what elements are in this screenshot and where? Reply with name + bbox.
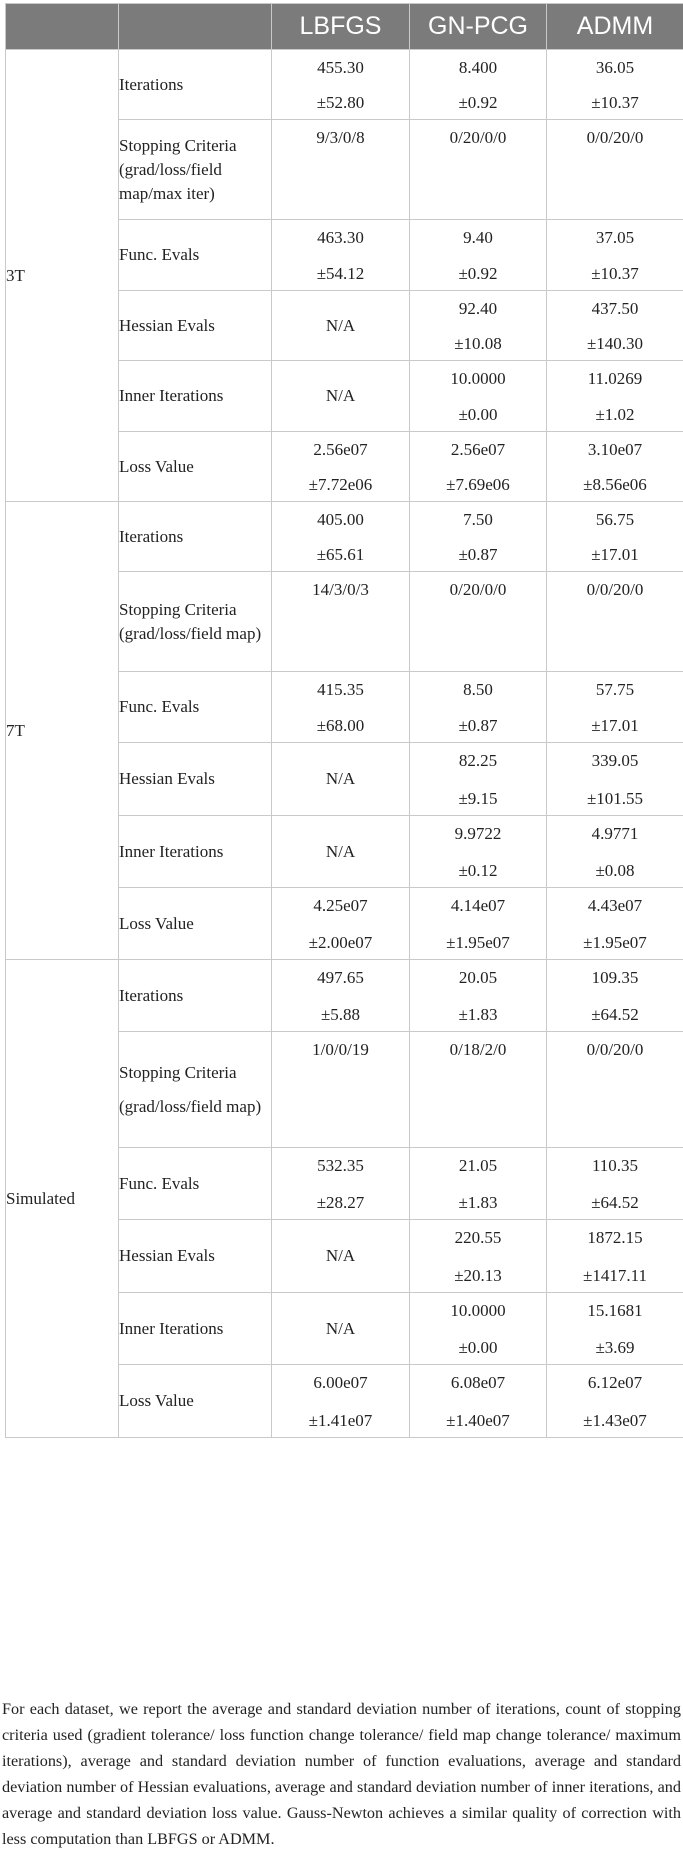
value-cell: [547, 502, 683, 572]
value-mean: 36.05: [595, 58, 635, 77]
metric-label: [119, 888, 272, 960]
value-cell: [547, 572, 683, 672]
value-mean: 7.50: [463, 510, 493, 529]
metric-label: [119, 50, 272, 120]
header-method-admm: ADMM: [547, 4, 683, 50]
value-mean: 220.55: [454, 1228, 502, 1247]
value-single: N/A: [325, 386, 356, 405]
value-single: N/A: [325, 1246, 356, 1265]
header-blank-dataset: [6, 4, 119, 50]
value-cell: [410, 502, 547, 572]
dataset-label: 3T: [6, 50, 119, 502]
results-table: [5, 3, 683, 1438]
metric-text: Hessian Evals: [119, 315, 215, 335]
metric-text: Func. Evals: [119, 245, 200, 264]
value-std: ±65.61: [316, 545, 365, 564]
value-cell: [272, 220, 410, 291]
value-mean: 11.0269: [587, 369, 643, 388]
metric-text: Func. Evals: [119, 697, 200, 716]
value-std: ±9.15: [458, 789, 498, 808]
value-mean: 2.56e07: [450, 440, 506, 459]
value-cell: [272, 1293, 410, 1365]
metric-label: [119, 960, 272, 1032]
value-std: ±1417.11: [583, 1266, 647, 1285]
metric-text: Hessian Evals: [119, 1246, 215, 1265]
value-mean: 110.35: [591, 1156, 639, 1175]
value-cell: [547, 220, 683, 291]
metric-label: [119, 743, 272, 816]
value-cell: [410, 572, 547, 672]
value-cell: [272, 672, 410, 743]
value-cell: [547, 743, 683, 816]
value-cell: [272, 361, 410, 432]
value-cell: [410, 361, 547, 432]
value-cell: [272, 743, 410, 816]
value-cell: [272, 1148, 410, 1220]
value-mean: 455.30: [317, 58, 364, 77]
value-cell: [547, 960, 683, 1032]
value-mean: 92.40: [458, 299, 498, 318]
value-std: ±3.69: [595, 1338, 635, 1357]
value-single: 14/3/0/3: [312, 580, 369, 599]
value-mean: 463.30: [317, 228, 364, 247]
value-cell: [410, 1365, 547, 1438]
metric-label: [119, 220, 272, 291]
metric-text-extra: (grad/loss/field map): [119, 1096, 262, 1116]
value-mean: 10.0000: [450, 369, 506, 388]
value-cell: [547, 432, 683, 502]
value-mean: 9.40: [463, 228, 493, 247]
value-mean: 8.50: [463, 680, 493, 699]
value-mean: 6.12e07: [587, 1373, 643, 1392]
value-std: ±101.55: [586, 789, 644, 808]
value-std: ±0.87: [458, 716, 498, 735]
value-single: 0/20/0/0: [449, 580, 507, 599]
value-cell: [410, 432, 547, 502]
value-mean: 6.00e07: [313, 1373, 368, 1392]
value-cell: [410, 50, 547, 120]
metric-label: [119, 672, 272, 743]
value-std: ±1.43e07: [583, 1411, 647, 1430]
value-cell: [410, 1293, 547, 1365]
metric-label: [119, 1220, 272, 1293]
value-cell: [547, 1220, 683, 1293]
dataset-label: 7T: [6, 502, 119, 960]
value-std: ±54.12: [316, 264, 365, 283]
metric-text: Loss Value: [119, 456, 194, 476]
header-row: [6, 4, 683, 50]
metric-label: [119, 572, 272, 672]
value-cell: [547, 1032, 683, 1148]
value-std: ±10.37: [591, 93, 639, 112]
value-cell: [410, 816, 547, 888]
value-std: ±10.08: [454, 334, 502, 353]
value-single: 0/0/20/0: [586, 128, 644, 147]
value-cell: [410, 291, 547, 361]
value-std: ±1.41e07: [308, 1411, 373, 1430]
value-cell: [272, 502, 410, 572]
value-std: ±0.08: [595, 861, 635, 880]
value-mean: 20.05: [458, 968, 498, 987]
value-mean: 4.25e07: [313, 896, 368, 915]
value-std: ±68.00: [316, 716, 365, 735]
value-cell: [547, 50, 683, 120]
value-cell: [272, 50, 410, 120]
value-cell: [410, 120, 547, 220]
value-std: ±140.30: [586, 334, 644, 353]
metric-label: [119, 432, 272, 502]
value-cell: [547, 361, 683, 432]
value-cell: [547, 888, 683, 960]
value-cell: [410, 1032, 547, 1148]
metric-label: [119, 816, 272, 888]
value-std: ±28.27: [316, 1193, 365, 1212]
value-std: ±8.56e06: [583, 475, 647, 494]
value-mean: 8.400: [458, 58, 498, 77]
value-cell: [547, 1365, 683, 1438]
value-mean: 3.10e07: [587, 440, 643, 459]
value-mean: 497.65: [317, 968, 364, 987]
metric-text: Stopping Criteria (grad/loss/field map/max iter): [119, 135, 237, 203]
value-std: ±1.40e07: [446, 1411, 510, 1430]
metric-text: Inner Iterations: [119, 386, 224, 405]
value-cell: [272, 1365, 410, 1438]
value-cell: [410, 220, 547, 291]
value-mean: 4.43e07: [587, 896, 643, 915]
value-cell: [272, 960, 410, 1032]
value-mean: 21.05: [458, 1156, 498, 1175]
value-mean: 37.05: [595, 228, 635, 247]
header-blank-metric: [119, 4, 272, 50]
value-single: 0/20/0/0: [449, 128, 507, 147]
value-cell: [272, 816, 410, 888]
table-row: [6, 960, 683, 1032]
value-mean: 6.08e07: [450, 1373, 506, 1392]
dataset-label: Simulated: [6, 960, 119, 1438]
value-cell: [547, 672, 683, 743]
value-mean: 532.35: [317, 1156, 364, 1175]
value-single: 0/0/20/0: [586, 580, 644, 599]
value-std: ±64.52: [591, 1193, 639, 1212]
header-method-gn-pcg: GN-PCG: [410, 4, 547, 50]
metric-label: [119, 120, 272, 220]
value-cell: [410, 743, 547, 816]
value-mean: 405.00: [317, 510, 364, 529]
value-mean: 415.35: [317, 680, 364, 699]
value-std: ±5.88: [320, 1005, 361, 1024]
metric-text: Iterations: [119, 985, 184, 1005]
value-std: ±17.01: [591, 545, 639, 564]
value-std: ±2.00e07: [308, 933, 373, 952]
value-std: ±0.00: [458, 1338, 498, 1357]
value-std: ±0.00: [458, 405, 498, 424]
value-cell: [547, 120, 683, 220]
value-cell: [272, 432, 410, 502]
metric-label: [119, 1293, 272, 1365]
metric-text: Loss Value: [119, 913, 194, 933]
value-cell: [547, 291, 683, 361]
value-mean: 4.9771: [591, 824, 639, 843]
value-cell: [272, 1032, 410, 1148]
metric-label: [119, 1365, 272, 1438]
table-row: [6, 50, 683, 120]
value-single: 0/0/20/0: [586, 1040, 644, 1059]
value-mean: 57.75: [595, 680, 635, 699]
value-std: ±0.92: [458, 264, 498, 283]
value-std: ±1.02: [595, 405, 635, 424]
metric-text: Hessian Evals: [119, 769, 215, 788]
table-body: [6, 50, 683, 1438]
value-cell: [547, 1293, 683, 1365]
value-std: ±1.95e07: [446, 933, 510, 952]
value-mean: 339.05: [591, 751, 639, 770]
value-single: N/A: [325, 769, 356, 788]
value-std: ±1.83: [458, 1193, 498, 1212]
value-single: 9/3/0/8: [316, 128, 365, 147]
value-single: N/A: [325, 841, 356, 861]
value-cell: [410, 672, 547, 743]
metric-text: Loss Value: [119, 1391, 194, 1410]
value-mean: 15.1681: [587, 1301, 643, 1320]
metric-label: [119, 1148, 272, 1220]
value-std: ±20.13: [454, 1266, 502, 1285]
value-std: ±17.01: [591, 716, 639, 735]
value-mean: 437.50: [591, 299, 639, 318]
metric-text: Inner Iterations: [119, 841, 224, 861]
value-cell: [410, 960, 547, 1032]
value-mean: 56.75: [595, 510, 635, 529]
value-std: ±64.52: [591, 1005, 639, 1024]
value-mean: 2.56e07: [313, 440, 368, 459]
value-cell: [272, 572, 410, 672]
value-cell: [410, 1220, 547, 1293]
value-cell: [272, 1220, 410, 1293]
value-single: 0/18/2/0: [449, 1040, 507, 1059]
value-cell: [410, 1148, 547, 1220]
metric-text: Func. Evals: [119, 1173, 200, 1193]
value-single: 1/0/0/19: [312, 1040, 369, 1059]
value-std: ±52.80: [316, 93, 365, 112]
value-cell: [410, 888, 547, 960]
value-std: ±1.95e07: [583, 933, 647, 952]
table-row: [6, 502, 683, 572]
metric-text: Inner Iterations: [119, 1318, 224, 1338]
value-cell: [272, 120, 410, 220]
metric-text: Stopping Criteria (grad/loss/field map): [119, 599, 262, 643]
value-mean: 109.35: [591, 968, 639, 987]
value-mean: 1872.15: [587, 1228, 643, 1247]
value-std: ±0.87: [458, 545, 498, 564]
metric-label: [119, 502, 272, 572]
value-std: ±10.37: [591, 264, 639, 283]
header-method-lbfgs: LBFGS: [272, 4, 410, 50]
value-cell: [547, 1148, 683, 1220]
value-mean: 10.0000: [450, 1301, 506, 1320]
value-std: ±7.69e06: [446, 475, 510, 494]
value-cell: [547, 816, 683, 888]
metric-label: [119, 291, 272, 361]
value-cell: [272, 291, 410, 361]
value-single: N/A: [325, 315, 356, 335]
value-std: ±0.92: [458, 93, 498, 112]
value-std: ±0.12: [458, 861, 498, 880]
metric-text: Iterations: [119, 526, 184, 546]
value-std: ±1.83: [458, 1005, 498, 1024]
value-mean: 9.9722: [454, 824, 502, 843]
value-mean: 4.14e07: [450, 896, 506, 915]
value-cell: [272, 888, 410, 960]
value-std: ±7.72e06: [308, 475, 373, 494]
metric-label: [119, 1032, 272, 1148]
metric-label: [119, 361, 272, 432]
metric-text: Stopping Criteria: [119, 1062, 237, 1082]
table-caption: For each dataset, we report the average and standard deviation number of iterations, count of stopping criteria used (gradient tolerance/ loss function change tolerance/ field map change tolerance/ maximum iterations), average and standard deviation number of function evaluations, average and standard deviation number of Hessian evaluations, average and standard deviation number of inner iterations, and average and standard deviation loss value. Gauss-Newton achieves a similar quality of correction with less computation than LBFGS or ADMM.: [2, 1700, 681, 1848]
metric-text: Iterations: [119, 74, 184, 94]
value-mean: 82.25: [458, 751, 498, 770]
value-single: N/A: [325, 1318, 356, 1338]
